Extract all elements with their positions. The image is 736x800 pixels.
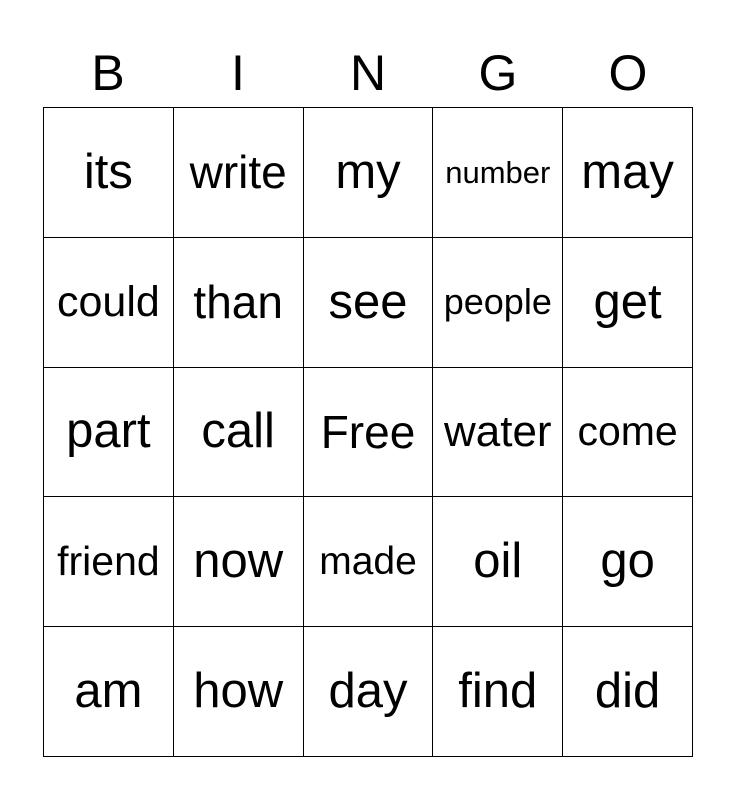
bingo-header — [43, 40, 693, 106]
bingo-cell[interactable]: my — [304, 108, 434, 238]
bingo-cell[interactable]: people — [433, 238, 563, 368]
bingo-cell[interactable]: go — [563, 497, 693, 627]
bingo-cell[interactable]: day — [304, 627, 434, 757]
bingo-cell[interactable]: made — [304, 497, 434, 627]
bingo-cell[interactable]: call — [174, 368, 304, 498]
bingo-cell[interactable]: part — [44, 368, 174, 498]
bingo-cell[interactable]: its — [44, 108, 174, 238]
bingo-cell[interactable]: number — [433, 108, 563, 238]
bingo-cell[interactable]: oil — [433, 497, 563, 627]
header-letter-i: I — [231, 45, 245, 101]
bingo-cell[interactable]: water — [433, 368, 563, 498]
bingo-cell[interactable]: write — [174, 108, 304, 238]
bingo-cell[interactable]: how — [174, 627, 304, 757]
bingo-cell[interactable]: see — [304, 238, 434, 368]
bingo-cell[interactable]: did — [563, 627, 693, 757]
bingo-card — [43, 107, 693, 757]
bingo-cell[interactable]: could — [44, 238, 174, 368]
bingo-cell[interactable]: now — [174, 497, 304, 627]
header-letter-n: N — [349, 45, 387, 101]
bingo-cell[interactable]: friend — [44, 497, 174, 627]
header-letter-g: G — [478, 45, 518, 101]
bingo-cell-free-space[interactable]: Free — [304, 368, 434, 498]
bingo-cell[interactable]: am — [44, 627, 174, 757]
bingo-cell[interactable]: may — [563, 108, 693, 238]
header-letter-b: B — [91, 45, 125, 101]
bingo-cell[interactable]: than — [174, 238, 304, 368]
header-letter-o: O — [608, 45, 648, 101]
bingo-cell[interactable]: come — [563, 368, 693, 498]
bingo-cell[interactable]: find — [433, 627, 563, 757]
bingo-cell[interactable]: get — [563, 238, 693, 368]
